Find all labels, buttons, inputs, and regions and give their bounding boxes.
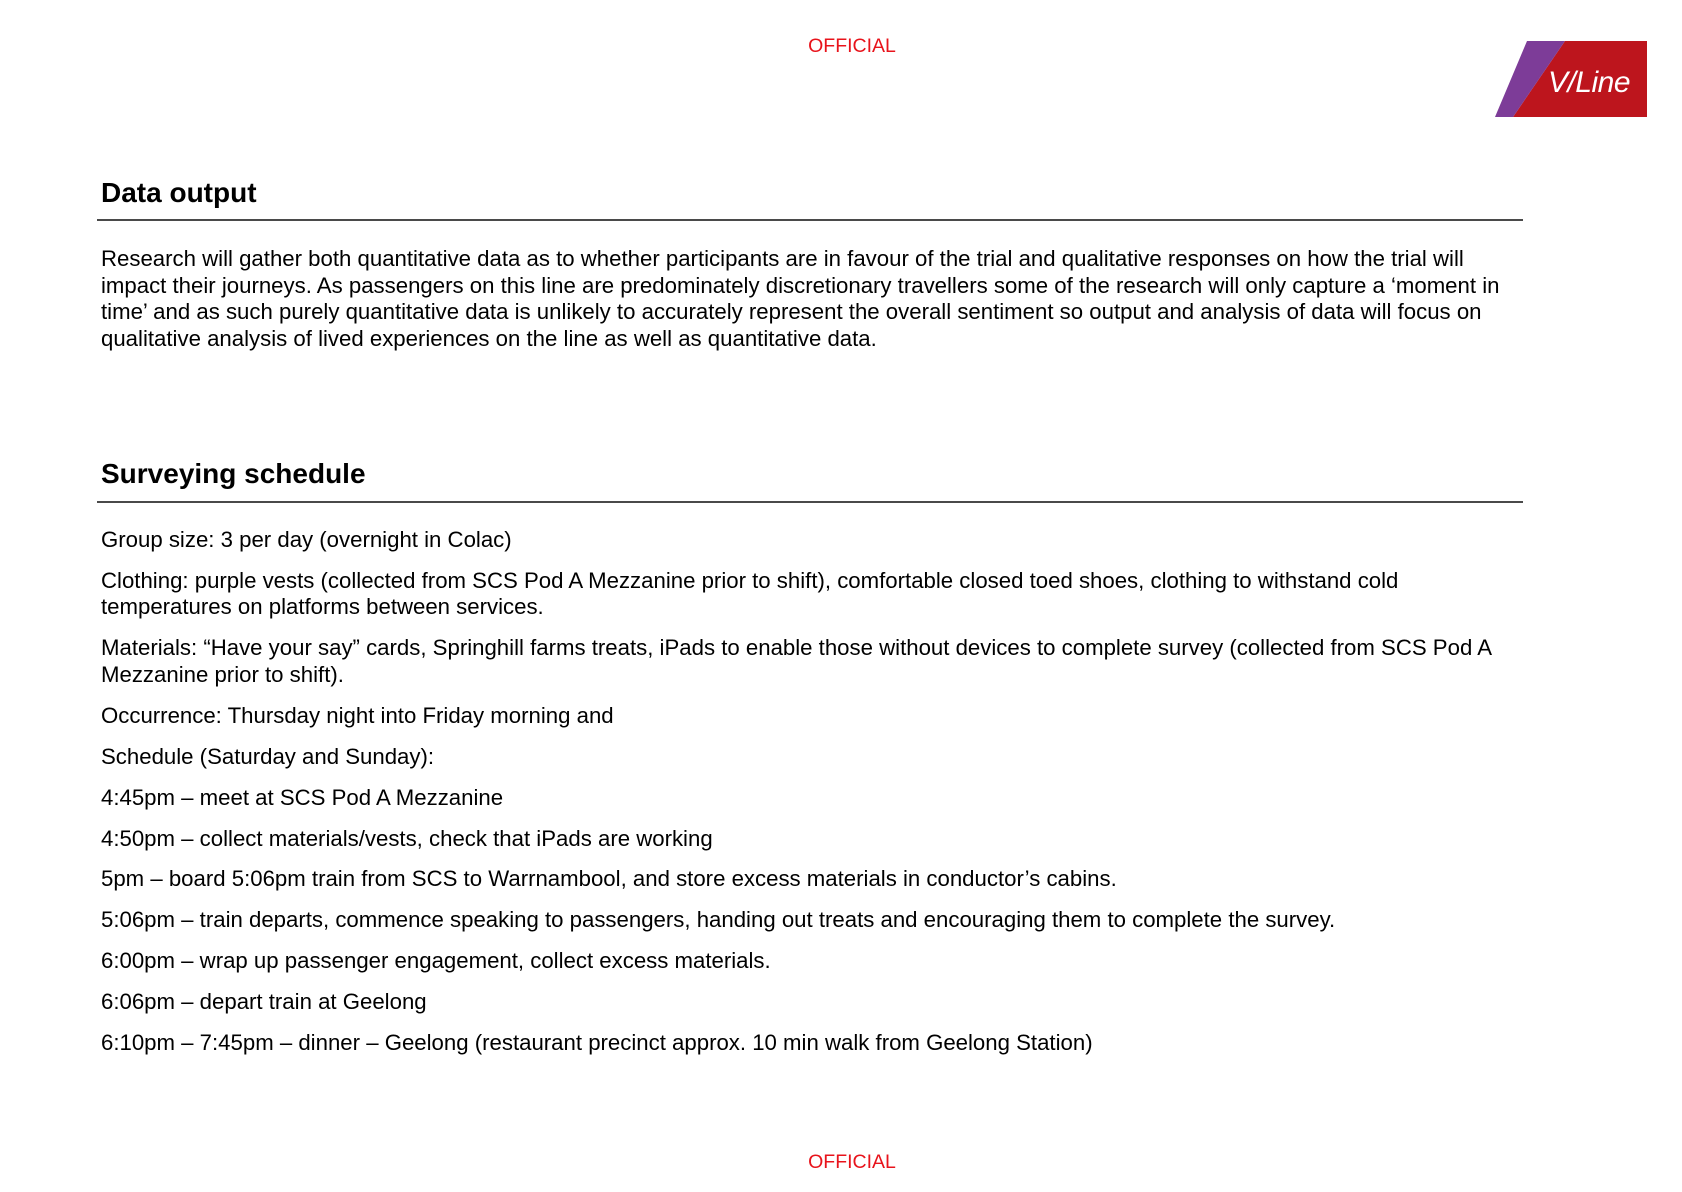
- schedule-line: 6:10pm – 7:45pm – dinner – Geelong (restaurant precinct approx. 10 min walk from Geelong Station): [101, 1029, 1093, 1055]
- paragraph-line: Research will gather both quantitative data as to whether participants are in favour of the trial and qualitative responses on how the trial will: [101, 246, 1464, 271]
- schedule-item-time-entry: [101, 907, 1492, 934]
- data-output-paragraph: [101, 246, 1499, 352]
- schedule-item-time-entry: [101, 866, 1492, 893]
- data-output-divider: [97, 219, 1523, 221]
- schedule-item-time-entry: [101, 785, 1492, 812]
- schedule-line: Occurrence: Thursday night into Friday morning and: [101, 702, 614, 728]
- surveying-schedule-heading: Surveying schedule: [101, 458, 366, 489]
- paragraph-line: time’ and as such purely quantitative data is unlikely to accurately represent the overall sentiment so output and analysis of data will focus on: [101, 299, 1482, 325]
- classification-label-bottom: OFFICIAL: [808, 1151, 896, 1173]
- surveying-schedule-divider: [97, 501, 1523, 503]
- schedule-line: Schedule (Saturday and Sunday):: [101, 743, 435, 769]
- schedule-item-materials: [101, 635, 1492, 688]
- schedule-line: 5pm – board 5:06pm train from SCS to Warrnambool, and store excess materials in conductor’s cabins.: [101, 866, 1117, 892]
- schedule-item-time-entry: [101, 948, 1492, 975]
- schedule-list: [101, 527, 1492, 1071]
- schedule-item-schedule-days: [101, 744, 1492, 771]
- schedule-line: 4:45pm – meet at SCS Pod A Mezzanine: [101, 784, 504, 810]
- data-output-heading: Data output: [101, 177, 257, 208]
- logo-wordmark: V/Line: [1547, 66, 1631, 99]
- schedule-line: Mezzanine prior to shift).: [101, 661, 344, 687]
- vline-logo: [1495, 41, 1647, 117]
- paragraph-line: impact their journeys. As passengers on this line are predominately discretionary travellers some of the research will only capture a ‘moment in: [101, 272, 1500, 298]
- classification-label-top: OFFICIAL: [808, 35, 896, 57]
- schedule-line: 6:06pm – depart train at Geelong: [101, 989, 427, 1015]
- schedule-line: Clothing: purple vests (collected from SCS Pod A Mezzanine prior to shift), comfortable closed toed shoes, clothing to withstand cold: [101, 567, 1399, 593]
- schedule-line: temperatures on platforms between services.: [101, 594, 544, 620]
- schedule-line: 5:06pm – train departs, commence speaking to passengers, handing out treats and encouraging them to complete the survey.: [101, 907, 1336, 933]
- schedule-line: 4:50pm – collect materials/vests, check that iPads are working: [101, 825, 713, 851]
- schedule-line: 6:00pm – wrap up passenger engagement, collect excess materials.: [101, 948, 771, 974]
- schedule-line: Materials: “Have your say” cards, Springhill farms treats, iPads to enable those without devices to complete survey (collected from SCS Pod A: [101, 635, 1493, 661]
- schedule-item-time-entry: [101, 826, 1492, 853]
- schedule-item-occurrence: [101, 703, 1492, 730]
- schedule-item-group-size: [101, 527, 1492, 554]
- schedule-item-clothing: [101, 568, 1492, 621]
- schedule-item-time-entry: [101, 989, 1492, 1016]
- schedule-line: Group size: 3 per day (overnight in Colac): [101, 527, 512, 552]
- schedule-item-time-entry: [101, 1030, 1492, 1057]
- paragraph-line: qualitative analysis of lived experiences on the line as well as quantitative data.: [101, 325, 877, 351]
